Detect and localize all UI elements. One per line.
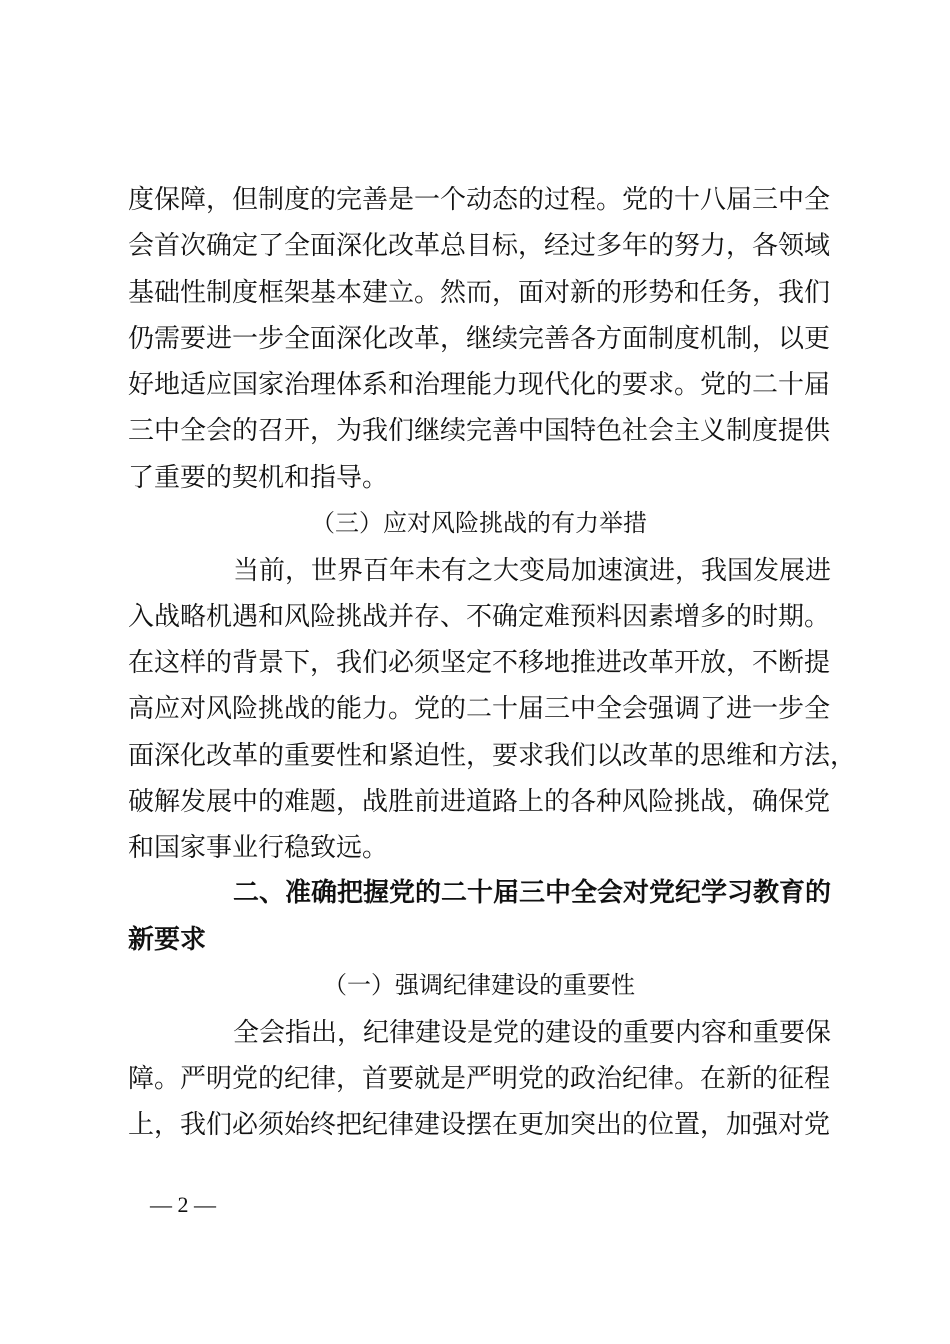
paragraph-line: 障。严明党的纪律，首要就是严明党的政治纪律。在新的征程	[128, 1064, 831, 1094]
page-number: — 2 —	[150, 1192, 216, 1217]
paragraph-line: 了重要的契机和指导。	[128, 463, 389, 493]
section-heading: 新要求	[128, 925, 207, 955]
paragraph-line: 和国家事业行稳致远。	[128, 833, 389, 863]
subheading-discipline-importance: （一）强调纪律建设的重要性	[323, 971, 635, 999]
paragraph-line: 高应对风险挑战的能力。党的二十届三中全会强调了进一步全	[128, 694, 831, 724]
paragraph-line: 度保障，但制度的完善是一个动态的过程。党的十八届三中全	[128, 185, 831, 215]
paragraph-line: 当前，世界百年未有之大变局加速演进，我国发展进	[233, 556, 832, 586]
paragraph-line: 在这样的背景下，我们必须坚定不移地推进改革开放，不断提	[128, 648, 831, 678]
section-heading: 二、准确把握党的二十届三中全会对党纪学习教育的	[233, 878, 832, 908]
paragraph-line: 破解发展中的难题，战胜前进道路上的各种风险挑战，确保党	[128, 787, 831, 817]
paragraph-line: 好地适应国家治理体系和治理能力现代化的要求。党的二十届	[128, 370, 831, 400]
paragraph-line: 面深化改革的重要性和紧迫性，要求我们以改革的思维和方法，	[128, 741, 857, 771]
paragraph-line: 三中全会的召开，为我们继续完善中国特色社会主义制度提供	[128, 416, 831, 446]
paragraph-line: 会首次确定了全面深化改革总目标，经过多年的努力，各领域	[128, 231, 831, 261]
paragraph-line: 上，我们必须始终把纪律建设摆在更加突出的位置，加强对党	[128, 1110, 831, 1140]
paragraph-line: 全会指出，纪律建设是党的建设的重要内容和重要保	[233, 1018, 832, 1048]
subheading-risk-challenge: （三）应对风险挑战的有力举措	[311, 509, 647, 537]
paragraph-line: 仍需要进一步全面深化改革，继续完善各方面制度机制，以更	[128, 324, 831, 354]
paragraph-line: 入战略机遇和风险挑战并存、不确定难预料因素增多的时期。	[128, 602, 831, 632]
paragraph-line: 基础性制度框架基本建立。然而，面对新的形势和任务，我们	[128, 278, 831, 308]
